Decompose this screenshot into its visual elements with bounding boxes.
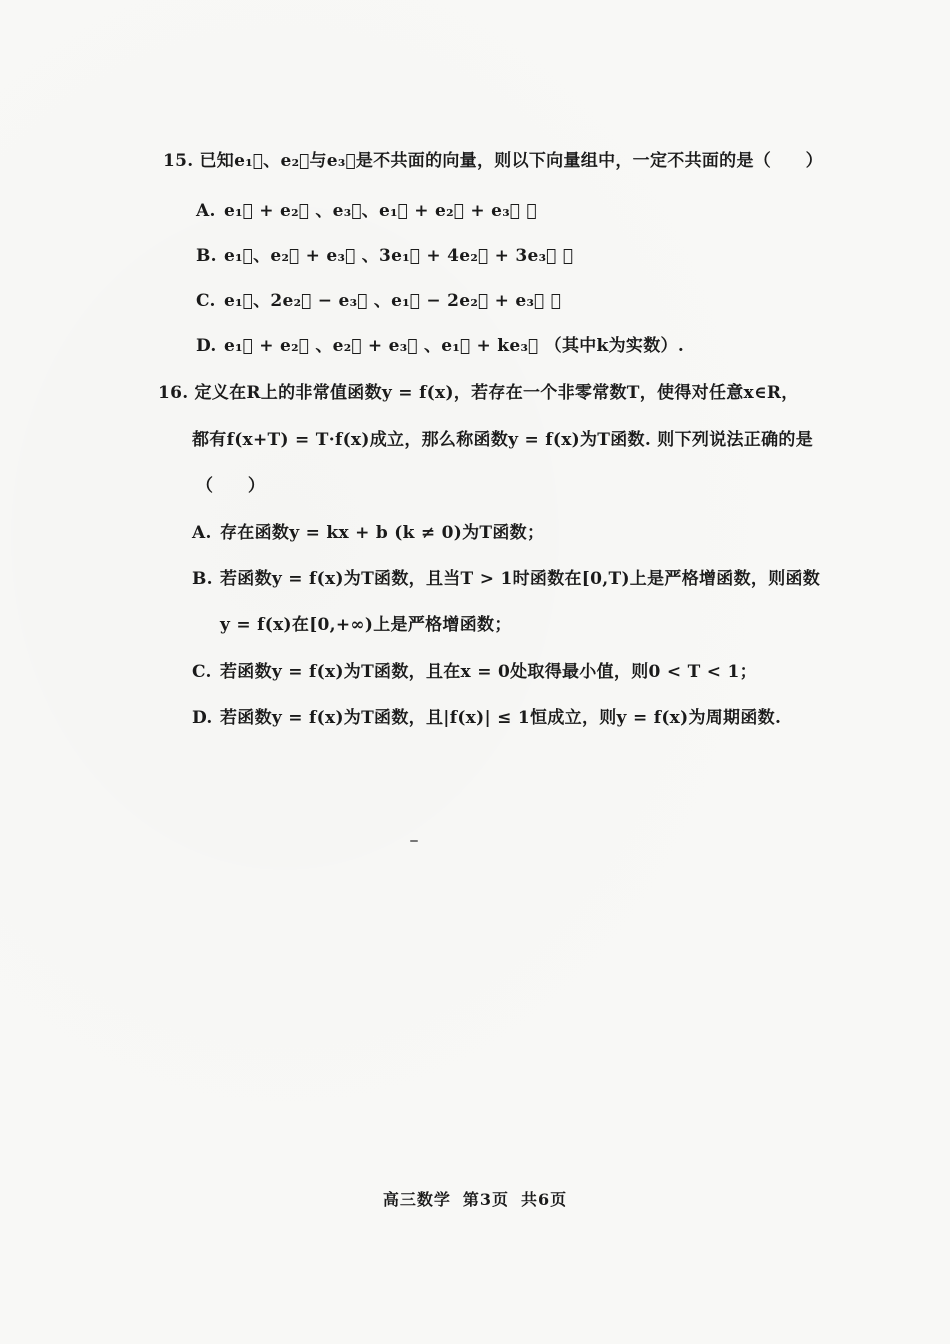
page-footer	[0, 1187, 950, 1210]
footer-subject: 高三数学	[382, 1190, 451, 1209]
question-16-option-a	[192, 518, 544, 543]
question-stem: 已知e₁⃗、e₂⃗与e₃⃗是不共面的向量，则以下向量组中，一定不共面的是（ ）	[199, 151, 823, 171]
option-label: C.	[196, 291, 216, 311]
option-label: A.	[196, 201, 216, 221]
option-label: B.	[192, 569, 213, 589]
question-stem: 都有f(x+T) = T·f(x)成立，那么称函数y = f(x)为T函数. 则下列说法正确的是	[192, 430, 813, 450]
option-label: D.	[196, 336, 217, 356]
answer-parentheses: （ ）	[196, 476, 266, 496]
option-text: 若函数y = f(x)为T函数，且|f(x)| ≤ 1恒成立，则y = f(x)为周期函数.	[220, 708, 782, 728]
question-15-option-a	[196, 196, 537, 221]
question-16-option-c	[192, 657, 757, 682]
question-15-option-c	[196, 286, 561, 311]
question-number: 15.	[163, 151, 194, 171]
question-16-option-b	[192, 564, 820, 589]
option-label: B.	[196, 246, 217, 266]
question-stem: 定义在R上的非常值函数y = f(x)，若存在一个非零常数T，使得对任意x∈R，	[194, 383, 799, 403]
question-15-option-b	[196, 241, 573, 266]
option-label: C.	[192, 662, 212, 682]
question-16-option-d	[192, 703, 781, 728]
option-text: y = f(x)在[0,+∞)上是严格增函数；	[220, 615, 512, 635]
option-label: A.	[192, 523, 212, 543]
question-15-stem-line	[163, 146, 823, 171]
footer-total-pages: 共6页	[521, 1190, 568, 1209]
question-16-stem-line-1	[158, 378, 799, 403]
question-16-stem-line-3	[196, 471, 265, 496]
option-text: e₁⃗、2e₂⃗ − e₃⃗ 、e₁⃗ − 2e₂⃗ + e₃⃗ ；	[224, 291, 562, 311]
question-16-stem-line-2	[192, 425, 813, 450]
option-text: 若函数y = f(x)为T函数，且当T > 1时函数在[0,T)上是严格增函数，则函数	[220, 569, 821, 589]
option-text: 若函数y = f(x)为T函数，且在x = 0处取得最小值，则0 < T < 1；	[220, 662, 757, 682]
option-text: e₁⃗、e₂⃗ + e₃⃗ 、3e₁⃗ + 4e₂⃗ + 3e₃⃗ ；	[224, 246, 574, 266]
question-number: 16.	[158, 383, 189, 403]
option-text: e₁⃗ + e₂⃗ 、e₂⃗ + e₃⃗ 、e₁⃗ + ke₃⃗ （其中k为实数）.	[224, 336, 685, 356]
footer-page-number: 第3页	[462, 1190, 509, 1209]
option-text: e₁⃗ + e₂⃗ 、e₃⃗、e₁⃗ + e₂⃗ + e₃⃗ ；	[224, 201, 537, 221]
option-text: 存在函数y = kx + b (k ≠ 0)为T函数；	[220, 523, 545, 543]
question-16-option-b-continued	[220, 610, 512, 635]
question-15-option-d	[196, 331, 684, 356]
scan-speck	[410, 840, 418, 842]
option-label: D.	[192, 708, 213, 728]
